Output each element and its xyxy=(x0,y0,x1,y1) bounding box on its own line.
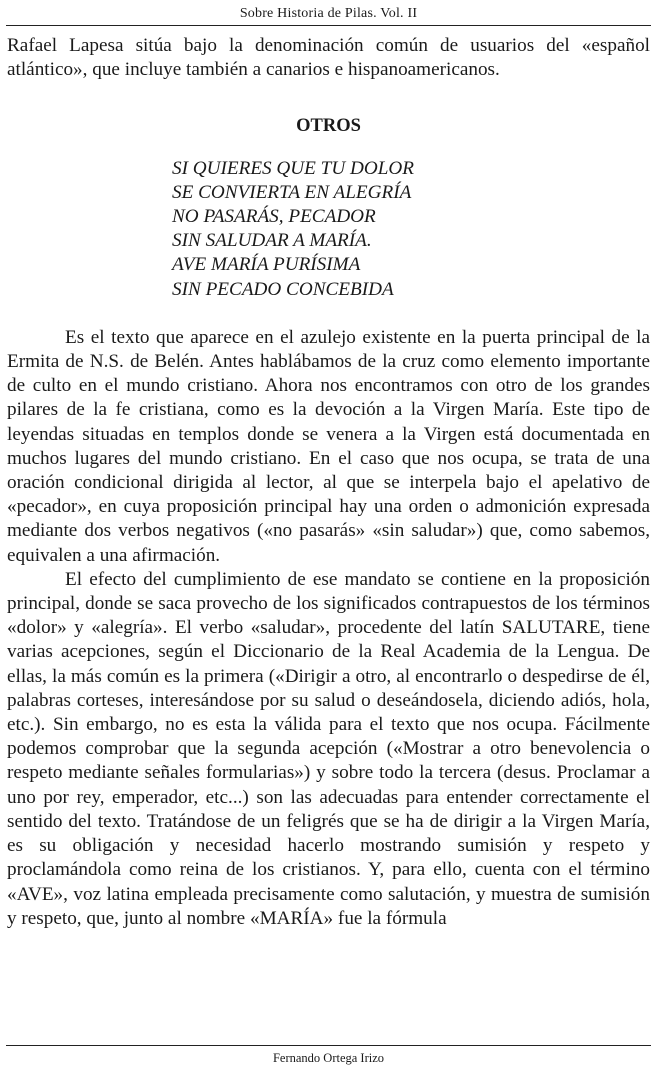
verse-line: SIN SALUDAR A MARÍA. xyxy=(172,230,372,252)
page-body xyxy=(7,34,650,931)
header-rule xyxy=(6,25,651,26)
verse-line: SI QUIERES QUE TU DOLOR xyxy=(172,157,414,179)
section-title: OTROS xyxy=(296,116,361,137)
footer-author: Fernando Ortega Irizo xyxy=(272,1051,385,1065)
running-head: Sobre Historia de Pilas. Vol. II xyxy=(239,6,418,21)
verse-line: SIN PECADO CONCEBIDA xyxy=(172,278,394,300)
footer-rule xyxy=(6,1045,651,1046)
intro-paragraph: Rafael Lapesa sitúa bajo la denominación común de usuarios del «español atlántico», que incluye también a canarios e hispanoamericanos. xyxy=(7,35,650,81)
body-paragraph-1: Es el texto que aparece en el azulejo existente en la puerta principal de la Ermita de N.S. de Belén. Antes hablábamos de la cruz como elemento importante de culto en el mundo cristiano. Ahora nos encontramos con otro de los grandes pilares de la fe cristiana, como es la devoción a la Virgen María. Este tipo de leyendas situadas en templos donde se venera a la Virgen está documentada en muchos lugares del mundo cristiano. En el caso que nos ocupa, se trata de una oración condicional dirigida al lector, al que se interpela bajo el apelativo de «pecador», en cuya proposición principal hay una orden o admonición expresada mediante dos verbos negativos («no pasarás» «sin saludar») que, como sabemos, equivalen a una afirmación. xyxy=(7,326,650,566)
body-paragraph-2: El efecto del cumplimiento de ese mandato se contiene en la proposición principal, donde se saca provecho de los significados contrapuestos de los términos «dolor» y «alegría». El verbo «saludar», procedente del latín SALUTARE, tiene varias acepciones, según el Diccionario de la Real Academia de la Lengua. De ellas, la más común es la primera («Dirigir a otro, al encontrarlo o despedirse de él, palabras corteses, interesándose por su salud o deseándosela, diciendo adiós, hola, etc.). Sin embargo, no es esta la válida para el texto que nos ocupa. Fácilmente podemos comprobar que la segunda acepción («Mostrar a otro benevolencia o respeto mediante señales formularias») y sobre todo la tercera (desus. Proclamar a uno por rey, emperador, etc...) son las adecuadas para entender correctamente el sentido del texto. Tratándose de un feligrés que se ha de dirigir a la Virgen María, es su obligación y necesidad hacerlo mostrando sumisión y respeto y proclamándola como reina de los cristianos. Y, para ello, cuenta con el término «AVE», voz latina empleada precisamente como salutación, y muestra de sumisión y respeto, que, junto al nombre «MARÍA» fue la fórmula xyxy=(7,568,650,929)
verse-line: AVE MARÍA PURÍSIMA xyxy=(172,254,361,276)
verse-line: NO PASARÁS, PECADOR xyxy=(172,206,376,228)
verse-block xyxy=(172,157,650,302)
verse-line: SE CONVIERTA EN ALEGRÍA xyxy=(172,181,412,203)
